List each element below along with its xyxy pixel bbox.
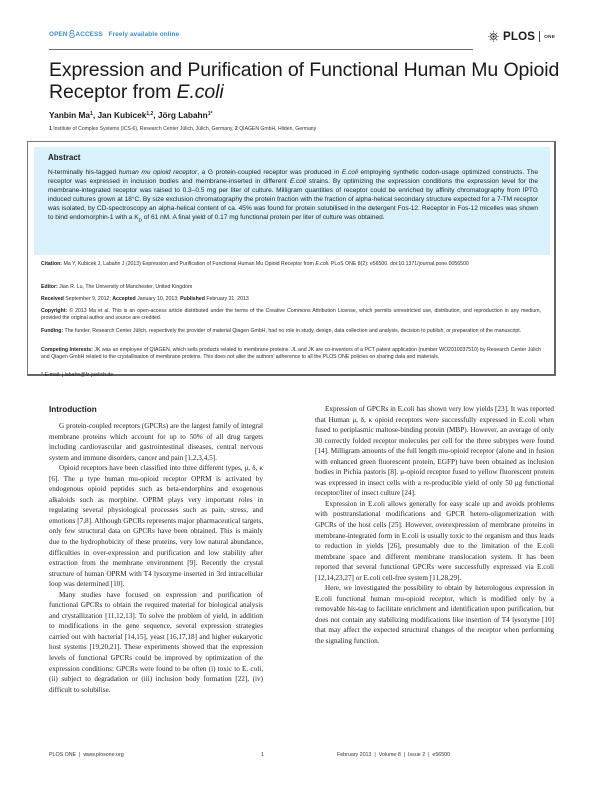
article-title — [49, 59, 569, 103]
body-column-right — [315, 404, 554, 647]
author-name: Yanbin Ma — [49, 110, 91, 120]
logo-divider — [539, 31, 540, 42]
introduction-heading: Introduction — [49, 405, 97, 414]
copyright-label: Copyright: — [41, 308, 68, 314]
kd-subscript: D — [138, 217, 142, 223]
abstract-italic: E.coli — [289, 178, 306, 186]
affiliation-text: Institute of Complex Systems (ICS-6), Research Center Jülich, Jülich, Germany, — [53, 126, 234, 132]
author-affil-sup: 1,2 — [146, 111, 154, 117]
plos-wordmark: PLOS — [503, 31, 536, 43]
abstract-span: , a G protein-coupled receptor was produced in — [197, 169, 342, 176]
abstract-italic: human mu opioid receptor — [118, 169, 198, 176]
citation-doi[interactable]: PLoS ONE 8(2): e56500. doi:10.1371/journal.pone.0056500 — [329, 261, 469, 267]
affiliations — [49, 126, 316, 132]
access-label: ACCESS — [75, 31, 103, 38]
author-affil-sup: 1* — [207, 111, 213, 117]
body-paragraph: Expression in E.coli allows generally for easy scale up and avoids problems with posttranslational modifications and GPCR hetero-oligomerization with GPCRs of the host cells [25]. However, overexpression of membrane proteins in membrane-integrated form in E.coli is usually toxic to the organism and thus leads to reduction in yields [26], presumably due to the limitation of the E.coli membrane space and different membrane translocation system. It has been reported that several functional GPCRs were successfully expressed via E.coli [12,14,23,27] or E.coli cell-free system [11,28,29]. — [315, 499, 554, 582]
header-rule — [49, 49, 473, 50]
abstract-span: employing synthetic codon-usage optimized constructs. The receptor was expressed in inclusion bodies and membrane-inserted in different — [48, 169, 538, 186]
citation — [41, 261, 541, 268]
body-paragraph: Many studies have focused on expression and purification of functional GPCRs to obtain the required material for biological analysis and crystallization [11,12,13]. To solve the problem of yield, in addition to modifications in the gene sequence, several expression strategies carried out with bacterial [14,15], yeast [16,17,18] and higher eukaryotic host systems [19,20,21]. These experiments showed that the expression levels of functional GPCRs could be improved by optimization of the expression conditions: GPCRs were found to be often (i) toxic to E. coli, (ii) subject to degradation or (iii) inclusion body formation [22], (iv) difficult to solubilise. — [49, 590, 263, 694]
abstract-span: strains. By optimizing the expression conditions the expression level for the membrane-integrated receptor was raised to 0.3–0.5 mg per liter of culture. Milligram quantities of receptor could be enriched by affinity chromatography from IPTG induced cultures grown at 18°C. By size exclusion chromatography the protein fraction with the fraction of alpha-helical secondary structure expected for a 7-TM receptor was isolated, by CD-spectroscopy an alpha-helical content of ca. 45% was found for protein solubilised in the detergent Fos-12. Receptor in Fos-12 micelles was shown to bind endomorphin-1 with a K — [48, 178, 538, 222]
published-label: Published — [180, 296, 205, 302]
editor-text: Jian R. Lu, The University of Manchester, United Kingdom — [59, 284, 193, 290]
freely-available-label: Freely available online — [108, 31, 180, 38]
title-text: Expression and Purification of Functional Human Mu Opioid Receptor from — [49, 59, 560, 103]
competing-interests — [41, 347, 541, 362]
abstract-span: of 61 nM. A final yield of 0.17 mg functional protein per liter of culture was obtained. — [141, 214, 385, 222]
abstract-text — [48, 168, 538, 225]
plos-sun-icon — [488, 31, 499, 42]
page-number: 1 — [261, 752, 264, 758]
citation-text: Ma Y, Kubicek J, Labahn J (2013) Expression and Purification of Functional Human Mu Opioid Receptor from — [63, 261, 316, 267]
author[interactable] — [49, 110, 93, 120]
editor — [41, 284, 541, 291]
copyright — [41, 308, 541, 323]
abstract-heading: Abstract — [48, 153, 81, 162]
author[interactable] — [158, 110, 213, 120]
citation-label: Citation: — [41, 261, 63, 267]
open-access-label — [49, 30, 179, 38]
competing-label: Competing Interests: — [41, 347, 93, 353]
abstract-panel — [34, 147, 550, 255]
open-access-banner — [49, 30, 473, 44]
accepted-date: January 10, 2013; — [137, 296, 179, 302]
funding-text: The funder, Research Center Jülich, respectively the provider of material Qiagen GmbH, had no role in study, design, data collection and analysis, decision to publish, or preparation of the manuscript. — [64, 328, 522, 334]
affiliation-text: QIAGEN GmbH, Hilden, Germany — [239, 126, 317, 132]
author-list: Yanbin Ma$^1$, Jan Kubicek$^{1,2}$, Jörg Labahn$^{1*}$ — [49, 110, 213, 120]
body-column-left — [49, 421, 263, 695]
copyright-text: © 2013 Ma et al. This is an open-access article distributed under the terms of the Creative Commons Attribution License, which permits unrestricted use, distribution, and reproduction in any medium, provided the original author and source are credited. — [41, 308, 541, 322]
one-wordmark: ONE — [544, 35, 556, 40]
footer-journal: PLOS ONE | www.plosone.org — [49, 752, 124, 758]
abstract-span: N-terminally his-tagged — [48, 169, 119, 176]
affiliation-number: 2 — [234, 126, 238, 132]
accepted-label: Accepted — [112, 296, 136, 302]
corresponding-email[interactable]: * E-mail: j.labahn@fz-juelich.de — [41, 372, 114, 378]
published-date: February 21, 2013 — [206, 296, 249, 302]
editor-label: Editor: — [41, 284, 58, 290]
footer-issue-info: February 2013 | Volume 8 | Issue 2 | e56500 — [337, 752, 451, 758]
dates — [41, 296, 541, 303]
open-lock-icon — [69, 30, 75, 38]
received-date: September 9, 2012; — [65, 296, 111, 302]
plos-one-logo — [488, 27, 555, 41]
competing-text: JK was an employee of QIAGEN, which sells products related to membrane proteins. JL and JK are co-inventors of a PCT patent application (number WO2010037510) by Research Center Jülich and Qiagen GmbH related to the crystallisation of membrane proteins. This does not alter the authors' adherence to all the PLOS ONE policies on sharing data and materials. — [41, 347, 541, 361]
body-paragraph: Expression of GPCRs in E.coli has shown very low yields [23]. It was reported that Human μ, δ, κ opioid receptors were successfully expressed in E.coli when fused to periplasmic maltose-binding protein (MBP). However, an average of only 30 correctly folded receptor molecules per cell for the three subtypes were found [14]. Milligram amounts of the full length mu-opioid receptor (alone and in fusion with enhanced green fluorescent protein, EGFP) have been obtained as inclusion bodies in Pichia pastoris [8]. μ-opioid receptor fused to yellow fluorescent protein was expressed in insect cells with a re-producible yield of only 50 μg functional receptor/liter of insect culture [24]. — [315, 405, 554, 498]
abstract-italic: E.coli — [341, 169, 358, 176]
title-italic-text: E.coli — [176, 81, 224, 103]
citation-italic: E.coli. — [315, 261, 330, 267]
body-paragraph: Here, we investigated the possibility to obtain by heterologous expression in E.coli functional human mu-opioid receptor, which is modified only by a removable his-tag to facilitate enrichment and identification upon purification, but does not contain any stabilizing modifications like insertion of T4 lysozyme [10] that may affect the expected structural changes of the receptor when performing the signaling function. — [315, 584, 554, 646]
funding — [41, 328, 541, 335]
author-name: Jan Kubicek — [97, 110, 147, 120]
body-paragraph: G protein-coupled receptors (GPCRs) are the largest family of integral membrane proteins which account for up to 50% of all drug targets including cardiovascular and gastrointestinal diseases, central nervous system and immune disorders, cancer and pain [1,2,3,4,5]. — [49, 422, 263, 462]
received-label: Received — [41, 296, 64, 302]
affiliation-number: 1 — [49, 126, 52, 132]
author-name: Jörg Labahn — [157, 110, 208, 120]
author[interactable] — [97, 110, 153, 120]
funding-label: Funding: — [41, 328, 64, 334]
author-affil-sup: 1 — [90, 111, 93, 117]
body-paragraph: Opioid receptors have been classified into three different types, μ, δ, κ [6]. The μ type human mu-opioid receptor OPRM is activated by endogenous opioid peptides such as beta-endorphins and exogenous alkaloids such as morphine. OPRM plays very important roles in regulating several physiological processes such as pain, stress, and emotions [7,8]. Although GPCRs represents major pharmaceutical targets, only few structural data on GPCRs have been obtained. This is mainly due to the hydrophobicity of these proteins, very low natural abundance, difficulties in over-expression and purification and low stability after extraction from the membrane environment [9]. Recently the crystal structure of human OPRM with T4 lysozyme inserted in 3rd intracellular loop was determined [10]. — [49, 464, 263, 589]
open-label: OPEN — [49, 31, 68, 38]
